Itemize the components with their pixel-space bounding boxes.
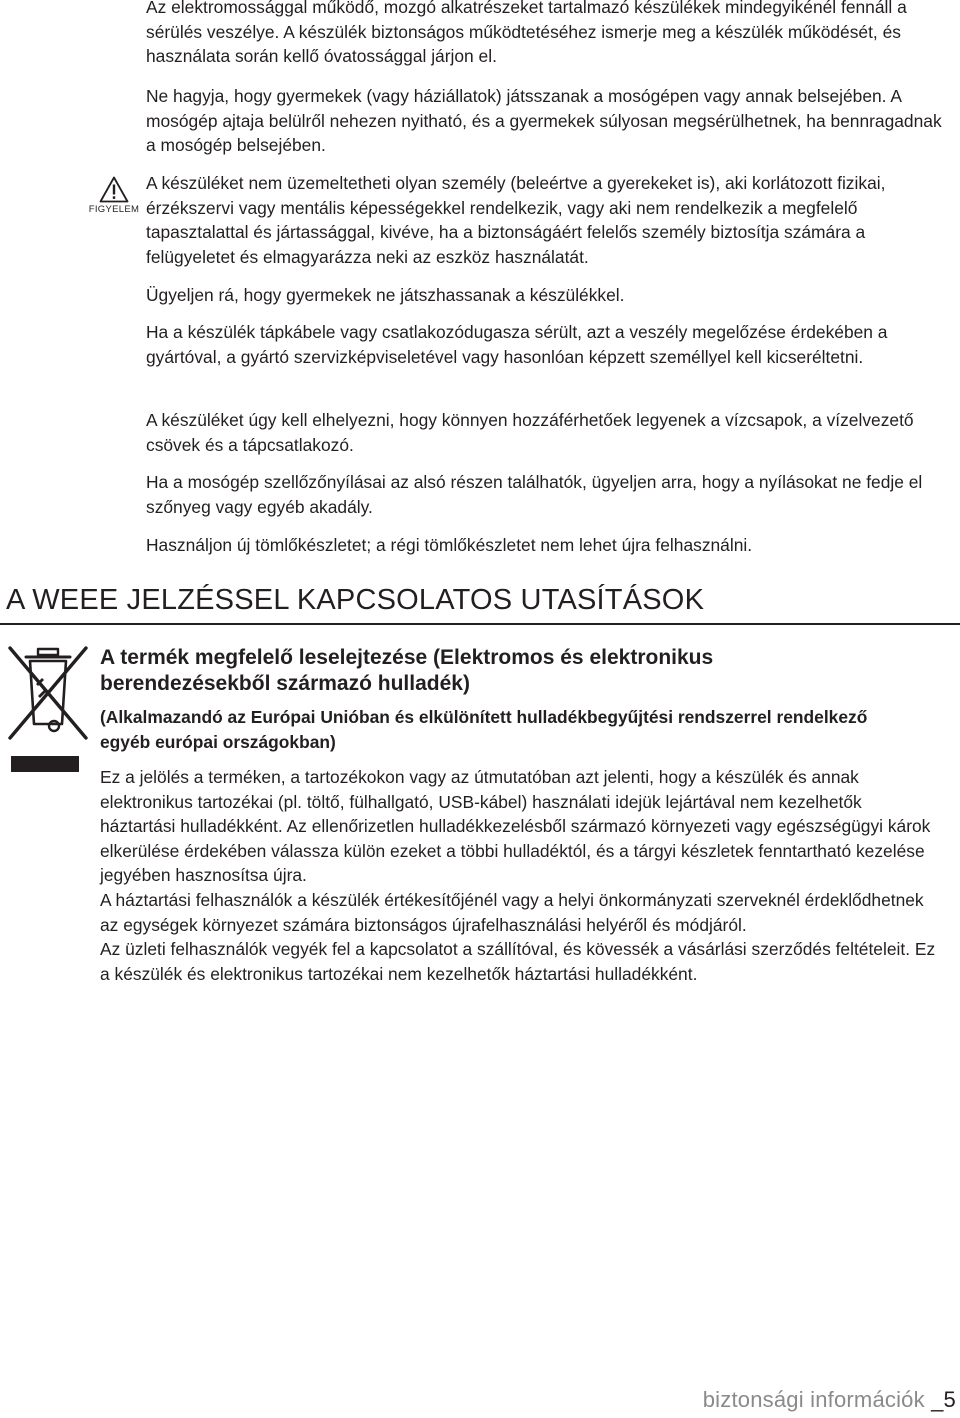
- footer-section-name: biztonsági információk: [702, 1387, 932, 1412]
- safety-paragraph-ventilation: Ha a mosógép szellőzőnyílásai az alsó részen találhatók, ügyeljen arra, hogy a nyílásokat ne fedje el szőnyeg vagy egyéb akadály.: [146, 472, 923, 517]
- crossed-out-bin-icon: [8, 644, 94, 774]
- safety-paragraph-limited-capabilities: A készüléket nem üzemeltetheti olyan személy (beleértve a gyerekeket is), aki korlátozott fizikai, érzékszervi vagy mentális képességekkel rendelkezik, vagy aki nem rendelkezik a megfelelő tapasztalattal és jártassággal, kivéve, ha a biztonságáért felelős személy biztosítja számára a felügyeletet és elmagyarázza neki az eszköz használatát.: [146, 173, 886, 268]
- safety-paragraph-placement: A készüléket úgy kell elhelyezni, hogy könnyen hozzáférhetőek legyenek a vízcsapok, a vízelvezető csövek és a tápcsatlakozó.: [146, 410, 914, 455]
- weee-heading: A termék megfelelő leselejtezése (Elektromos és elektronikus berendezésekből származó hulladék): [100, 646, 714, 695]
- safety-paragraph-children-play: Ügyeljen rá, hogy gyermekek ne játszhassanak a készülékkel.: [146, 285, 625, 305]
- weee-body-paragraph: Ez a jelölés a terméken, a tartozékokon vagy az útmutatóban azt jelenti, hogy a készülék és annak elektronikus tartozékai (pl. töltő, fülhallgató, USB-kábel) használati idejük lejártával nem kezelhetők háztartási hulladékként. Az ellenőrizetlen hulladékkezelésből származó környezeti vagy egészségügyi károk elkerülése érdekében válassza külön ezeket a többi hulladéktól, és a tárgyi készletek fenntartható kezelése jegyében hasznosítsa újra.: [100, 767, 931, 886]
- weee-subheading: (Alkalmazandó az Európai Unióban és elkülönített hulladékbegyűjtési rendszerrel rendelkező egyéb európai országokban): [100, 707, 868, 752]
- warning-triangle-icon: [99, 176, 129, 203]
- warning-block: [88, 176, 140, 226]
- weee-body-paragraph: Az üzleti felhasználók vegyék fel a kapcsolatot a szállítóval, és kövessék a vásárlási szerződés feltételeit. Ez a készülék és elektronikus tartozékai nem kezelhetők háztartási hulladékként.: [100, 939, 936, 984]
- safety-paragraph-power-cable: Ha a készülék tápkábele vagy csatlakozódugasza sérült, azt a veszély megelőzése érdekében a gyártóval, a gyártó szervizképviseletével vagy hasonlóan képzett személlyel kell kicseréltetni.: [146, 322, 888, 367]
- weee-body: [100, 765, 940, 986]
- weee-body-paragraph: A háztartási felhasználók a készülék értékesítőjénél vagy a helyi önkormányzati szerveknél érdeklődhetnek az egységek környezet számára biztonságos újrafelhasználási helyéről és módjáról.: [100, 889, 924, 935]
- safety-paragraph-children-pets: Ne hagyja, hogy gyermekek (vagy háziállatok) játsszanak a mosógépen vagy annak belsejében. A mosógép ajtaja belülről nehezen nyitható, és a gyermekek súlyosan megsérülhetnek, ha bennragadnak a mosógép belsejében.: [146, 86, 942, 156]
- safety-paragraph-hose-set: Használjon új tömlőkészletet; a régi tömlőkészletet nem lehet újra felhasználni.: [146, 535, 753, 555]
- weee-section-title: A WEEE JELZÉSSEL KAPCSOLATOS UTASÍTÁSOK: [6, 584, 705, 616]
- page-footer: [703, 1387, 956, 1413]
- safety-paragraph-moving-parts: Az elektromossággal működő, mozgó alkatrészeket tartalmazó készülékek mindegyikénél fennáll a sérülés veszélye. A készülék biztonságos működtetéséhez ismerje meg a készülék működését, és használata során kellő óvatossággal járjon el.: [146, 0, 907, 67]
- page-number: _5: [931, 1387, 956, 1412]
- warning-label: FIGYELEM: [88, 204, 140, 215]
- section-divider: [0, 623, 960, 625]
